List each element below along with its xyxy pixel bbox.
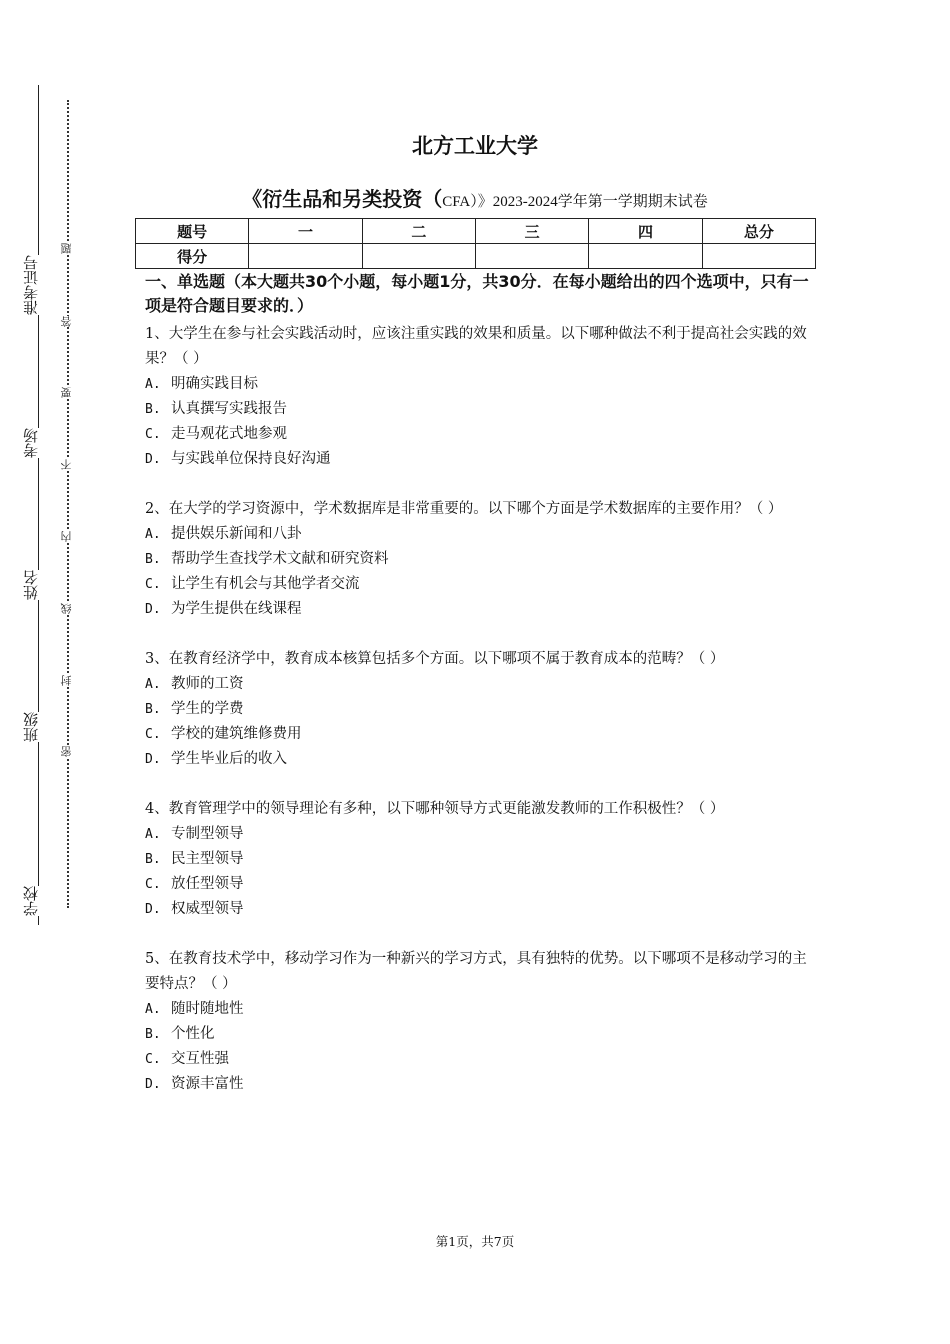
- option-letter: B.: [145, 402, 161, 417]
- option-letter: D.: [145, 602, 161, 617]
- option-text: 学生的学费: [171, 701, 244, 717]
- option-letter: B.: [145, 552, 161, 567]
- exam-title: [0, 183, 950, 212]
- section-heading: 一、单选题（本大题共30个小题，每小题1分，共30分．在每小题给出的四个选项中，只有一项是符合题目要求的．）: [145, 272, 809, 315]
- question-1: [145, 322, 815, 472]
- seal-char: 要: [58, 387, 76, 398]
- option-c: [145, 572, 815, 597]
- score-table-header-row: [136, 219, 816, 244]
- label-class: 班级: [22, 712, 40, 742]
- question-stem: 2、在大学的学习资源中，学术数据库是非常重要的。以下哪个方面是学术数据库的主要作用？（ ）: [145, 501, 783, 517]
- question-2: [145, 497, 815, 622]
- option-b: [145, 397, 815, 422]
- option-d: [145, 447, 815, 472]
- option-c: [145, 722, 815, 747]
- option-letter: D.: [145, 452, 161, 467]
- option-text: 与实践单位保持良好沟通: [171, 451, 331, 467]
- seal-char: 不: [58, 459, 76, 470]
- score-cell: 题号: [136, 219, 249, 244]
- option-a: [145, 522, 815, 547]
- binding-dotted-line: [67, 100, 69, 908]
- option-letter: B.: [145, 702, 161, 717]
- score-cell: 一: [249, 219, 362, 244]
- option-a: [145, 997, 815, 1022]
- option-text: 放任型领导: [171, 876, 244, 892]
- score-table: [135, 218, 816, 269]
- option-a: [145, 372, 815, 397]
- option-text: 为学生提供在线课程: [171, 601, 302, 617]
- option-a: [145, 672, 815, 697]
- seal-char: 密: [58, 746, 76, 757]
- option-letter: B.: [145, 1027, 161, 1042]
- question-5: [145, 947, 815, 1097]
- course-title: 《衍生品和另类投资（: [242, 187, 443, 211]
- option-d: [145, 747, 815, 772]
- score-table-score-row: [136, 244, 816, 269]
- option-text: 专制型领导: [171, 826, 244, 842]
- option-letter: D.: [145, 1077, 161, 1092]
- score-cell: 三: [475, 219, 588, 244]
- option-text: 民主型领导: [171, 851, 244, 867]
- option-letter: D.: [145, 752, 161, 767]
- option-letter: C.: [145, 877, 161, 892]
- score-cell: 四: [589, 219, 702, 244]
- option-text: 资源丰富性: [171, 1076, 244, 1092]
- option-letter: A.: [145, 377, 161, 392]
- option-text: 走马观花式地参观: [171, 426, 287, 442]
- score-cell: 二: [362, 219, 475, 244]
- label-exam-id: 准考证号: [22, 255, 40, 315]
- option-d: [145, 597, 815, 622]
- option-letter: C.: [145, 1052, 161, 1067]
- label-exam-room: 考场: [22, 428, 40, 458]
- seal-char: 答: [58, 316, 76, 327]
- seal-char: 内: [58, 531, 76, 542]
- option-c: [145, 422, 815, 447]
- question-3: [145, 647, 815, 772]
- score-cell: [589, 244, 702, 269]
- option-letter: C.: [145, 427, 161, 442]
- option-text: 让学生有机会与其他学者交流: [171, 576, 360, 592]
- option-letter: B.: [145, 852, 161, 867]
- option-b: [145, 547, 815, 572]
- option-text: 交互性强: [171, 1051, 229, 1067]
- option-b: [145, 1022, 815, 1047]
- option-letter: A.: [145, 677, 161, 692]
- option-letter: C.: [145, 727, 161, 742]
- question-stem: 1、大学生在参与社会实践活动时，应该注重实践的效果和质量。以下哪种做法不利于提高社会实践的效果？（ ）: [145, 326, 807, 367]
- option-letter: A.: [145, 527, 161, 542]
- option-text: 随时随地性: [171, 1001, 244, 1017]
- option-text: 帮助学生查找学术文献和研究资料: [171, 551, 389, 567]
- score-cell: [702, 244, 815, 269]
- option-letter: D.: [145, 902, 161, 917]
- option-a: [145, 822, 815, 847]
- score-cell: [249, 244, 362, 269]
- score-cell: [362, 244, 475, 269]
- option-b: [145, 847, 815, 872]
- exam-content: [145, 270, 815, 1122]
- question-stem: 4、教育管理学中的领导理论有多种，以下哪种领导方式更能激发教师的工作积极性？（ ）: [145, 801, 725, 817]
- option-letter: A.: [145, 827, 161, 842]
- seal-char: 题: [58, 243, 76, 254]
- option-text: 权威型领导: [171, 901, 244, 917]
- option-text: 学校的建筑维修费用: [171, 726, 302, 742]
- option-d: [145, 897, 815, 922]
- option-text: 个性化: [171, 1026, 215, 1042]
- option-c: [145, 872, 815, 897]
- seal-char: 线: [58, 603, 76, 614]
- score-cell: 总分: [702, 219, 815, 244]
- label-school: 学校: [22, 886, 40, 916]
- page-number: 第1页，共7页: [435, 1234, 515, 1249]
- option-letter: A.: [145, 1002, 161, 1017]
- score-cell: [475, 244, 588, 269]
- option-letter: C.: [145, 577, 161, 592]
- option-b: [145, 697, 815, 722]
- school-title: 北方工业大学: [412, 134, 538, 158]
- seal-char: 封: [58, 675, 76, 686]
- question-stem: 3、在教育经济学中，教育成本核算包括多个方面。以下哪项不属于教育成本的范畴？（ ）: [145, 651, 725, 667]
- option-text: 明确实践目标: [171, 376, 258, 392]
- option-text: 提供娱乐新闻和八卦: [171, 526, 302, 542]
- question-stem: 5、在教育技术学中，移动学习作为一种新兴的学习方式，具有独特的优势。以下哪项不是移动学习的主要特点？（ ）: [145, 951, 807, 992]
- option-text: 学生毕业后的收入: [171, 751, 287, 767]
- question-4: [145, 797, 815, 922]
- option-c: [145, 1047, 815, 1072]
- option-text: 认真撰写实践报告: [171, 401, 287, 417]
- option-d: [145, 1072, 815, 1097]
- score-cell: 得分: [136, 244, 249, 269]
- course-code: CFA）》2023-2024学年第一学期期末试卷: [442, 194, 708, 210]
- label-name: 姓名: [22, 570, 40, 600]
- option-text: 教师的工资: [171, 676, 244, 692]
